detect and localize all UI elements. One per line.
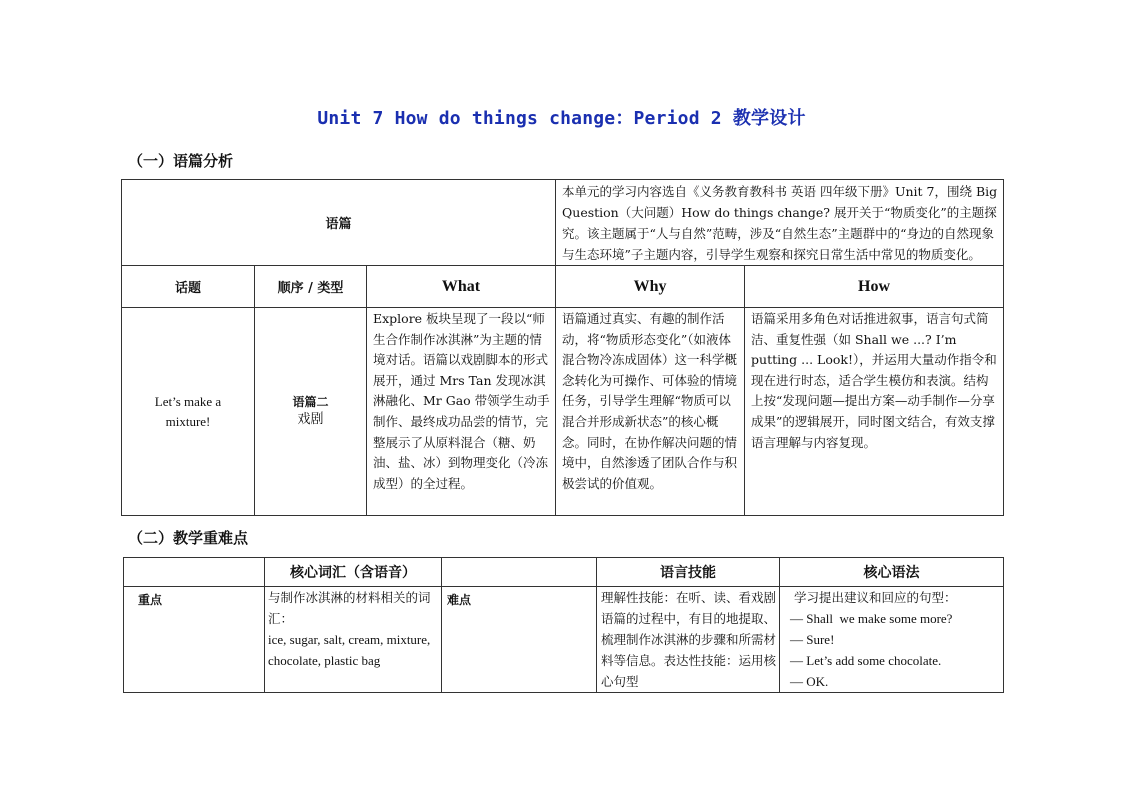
passage-label: 语篇 (122, 180, 556, 266)
grammar-line: — OK. (790, 674, 829, 689)
grammar-cell (780, 587, 1004, 693)
order-label: 语篇二 (292, 395, 329, 409)
header-topic: 话题 (122, 266, 255, 308)
key-point-label-cell (124, 587, 265, 693)
order-type-cell (255, 308, 367, 516)
grammar-intro: 学习提出建议和回应的句型： (794, 590, 957, 605)
header-how: How (745, 266, 1004, 308)
topic-cell: Let’s make a mixture! (122, 308, 255, 516)
difficult-point-label: 难点 (447, 593, 472, 607)
page-title: Unit 7 How do things change：Period 2 教学设计 (317, 108, 806, 129)
key-vocab-intro: 与制作冰淇淋的材料相关的词汇： (268, 590, 431, 626)
passage-analysis-table (121, 179, 1004, 516)
key-difficult-points-table (123, 557, 1004, 693)
grammar-line: — Sure! (790, 632, 835, 647)
grammar-line: — Shall we make some more? (790, 611, 953, 626)
empty-header-cell (124, 558, 265, 587)
what-cell: Explore 板块呈现了一段以“师生合作制作冰淇淋”为主题的情境对话。语篇以戏剧脚本的形式展开，通过 Mrs Tan 发现冰淇淋融化、Mr Gao 带领学生动手制作、最终成功品尝的情节，完整展示了从原料混合（糖、奶油、盐、冰）到物理变化（冷冻成型）的全过程。 (367, 308, 556, 516)
header-core-vocab: 核心词汇（含语音） (265, 558, 442, 587)
how-cell: 语篇采用多角色对话推进叙事，语言句式简洁、重复性强（如 Shall we ...? I’m putting ... Look!），并运用大量动作指令和现在进行时态，适合学生模仿和表演。结构上按“发现问题—提出方案—动手制作—分享成果”的逻辑展开，同时图文结合，有效支撑语言理解与内容复现。 (745, 308, 1004, 516)
key-point-label: 重点 (138, 593, 163, 607)
section-heading-key-points: （二）教学重难点 (128, 529, 249, 547)
passage-description: 本单元的学习内容选自《义务教育教科书 英语 四年级下册》Unit 7，围绕 Big Question（大问题）How do things change? 展开关于“物质变化”的主题探究。该主题属于“人与自然”范畴，涉及“自然生态”主题群中的“身边的自然现象与生态环境”子主题内容，引导学生观察和探究日常生活中常见的物质变化。 (556, 180, 1004, 266)
empty-header-cell (442, 558, 597, 587)
key-vocab-words: ice, sugar, salt, cream, mixture, chocolate, plastic bag (268, 632, 431, 668)
header-order-type: 顺序 / 类型 (255, 266, 367, 308)
key-vocab-cell (265, 587, 442, 693)
grammar-line: — Let’s add some chocolate. (790, 653, 942, 668)
why-cell: 语篇通过真实、有趣的制作活动，将“物质形态变化”（如液体混合物冷冻成固体）这一科学概念转化为可操作、可体验的情境任务，引导学生理解“物质可以混合并形成新状态”的核心概念。同时，在协作解决问题的情境中，自然渗透了团队合作与积极尝试的价值观。 (556, 308, 745, 516)
difficult-point-label-cell (442, 587, 597, 693)
header-why: Why (556, 266, 745, 308)
header-what: What (367, 266, 556, 308)
header-core-grammar: 核心语法 (780, 558, 1004, 587)
skills-cell: 理解性技能：在听、读、看戏剧语篇的过程中，有目的地提取、梳理制作冰淇淋的步骤和所需材料等信息。表达性技能：运用核心句型 (597, 587, 780, 693)
header-language-skills: 语言技能 (597, 558, 780, 587)
section-heading-passage-analysis: （一）语篇分析 (128, 152, 234, 170)
type-label: 戏剧 (297, 412, 324, 427)
